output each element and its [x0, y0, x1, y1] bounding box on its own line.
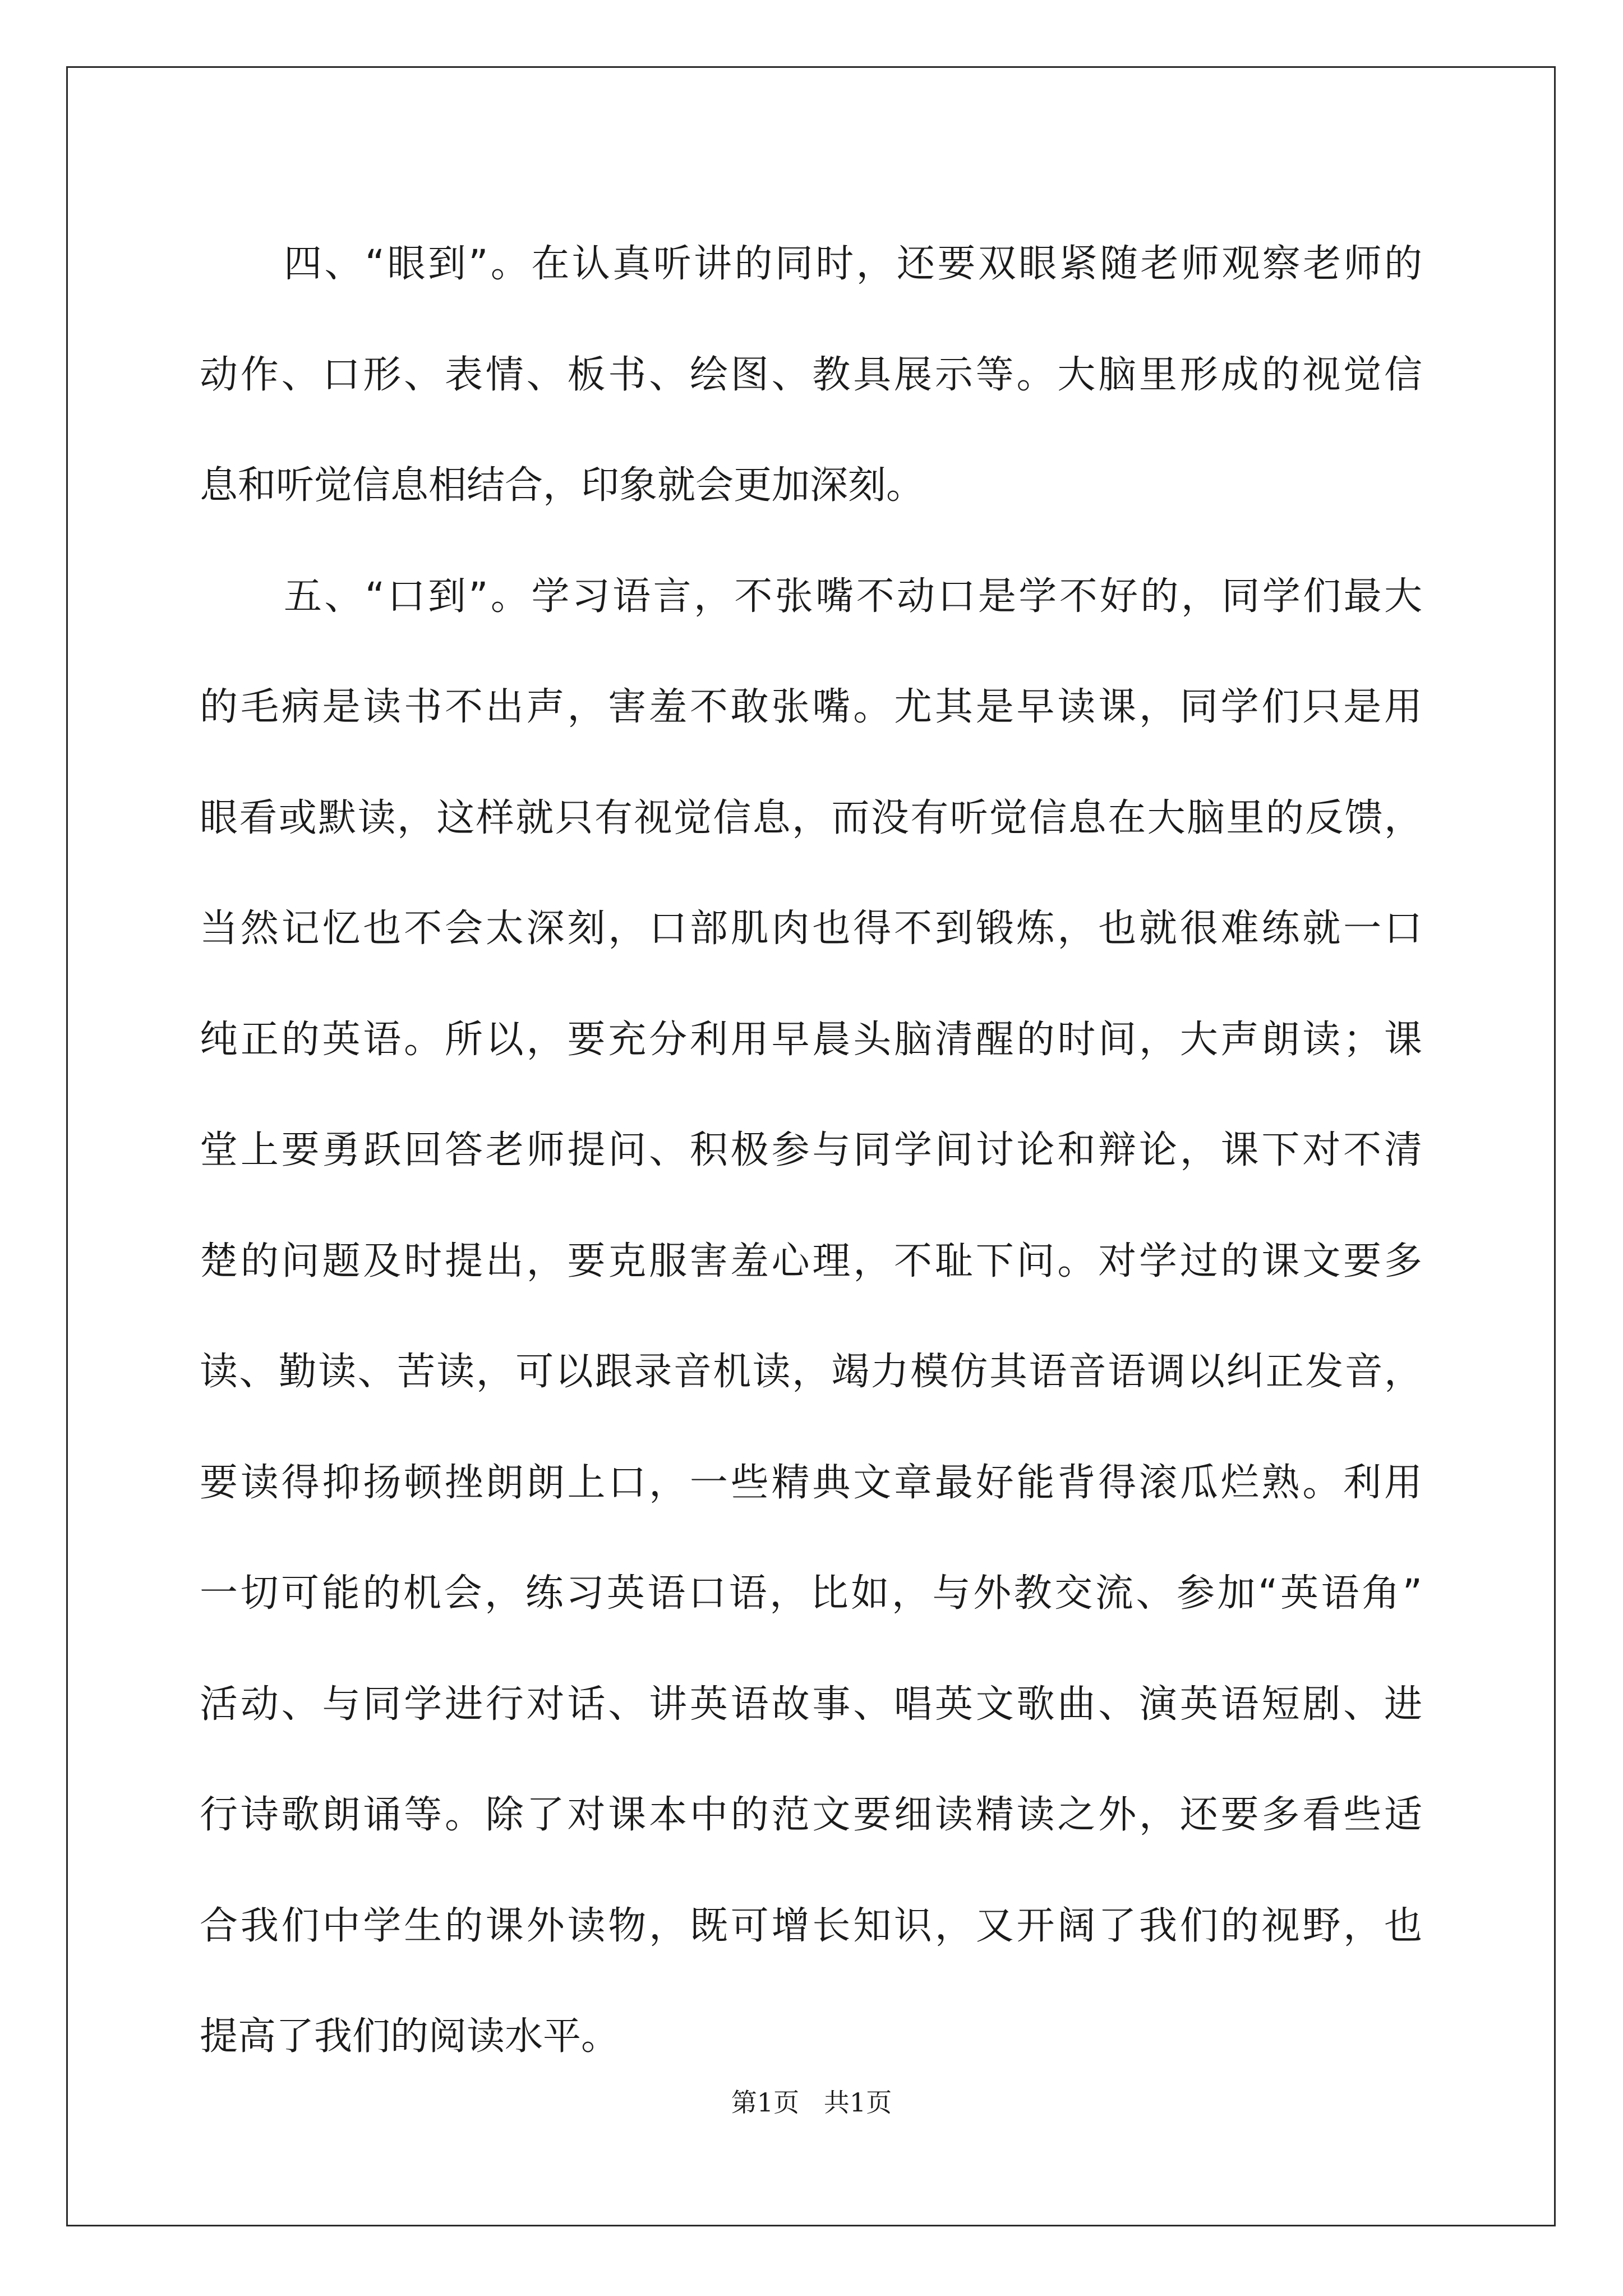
paragraph-2-line-13: 合我们中学生的课外读物，既可增长知识，又开阔了我们的视野，也 [200, 1903, 1422, 1948]
paragraph-2-line-10: 一切可能的机会，练习英语口语，比如，与外教交流、参加“英语角” [200, 1571, 1422, 1616]
paragraph-2-line-6: 堂上要勇跃回答老师提问、积极参与同学间讨论和辩论，课下对不清 [200, 1128, 1422, 1172]
paragraph-1-line-1: 四、“眼到”。在认真听讲的同时，还要双眼紧随老师观察老师的 [284, 242, 1422, 286]
paragraph-2-line-12: 行诗歌朗诵等。除了对课本中的范文要细读精读之外，还要多看些适 [200, 1793, 1422, 1837]
paragraph-2-line-1: 五、“口到”。学习语言，不张嘴不动口是学不好的，同学们最大 [284, 574, 1422, 619]
paragraph-2-line-8: 读、勤读、苦读，可以跟录音机读，竭力模仿其语音语调以纠正发音， [200, 1350, 1422, 1394]
paragraph-2-line-2: 的毛病是读书不出声，害羞不敢张嘴。尤其是早读课，同学们只是用 [200, 685, 1422, 729]
paragraph-2-line-14: 提高了我们的阅读水平。 [200, 2014, 620, 2059]
page-number-footer: 第1页 共1页 [731, 2087, 892, 2118]
paragraph-2-line-9: 要读得抑扬顿挫朗朗上口，一些精典文章最好能背得滚瓜烂熟。利用 [200, 1460, 1422, 1505]
document-body [200, 209, 1422, 2092]
paragraph-2-line-11: 活动、与同学进行对话、讲英语故事、唱英文歌曲、演英语短剧、进 [200, 1682, 1422, 1727]
paragraph-1-line-2: 动作、口形、表情、板书、绘图、教具展示等。大脑里形成的视觉信 [200, 352, 1422, 397]
paragraph-2-line-3: 眼看或默读，这样就只有视觉信息，而没有听觉信息在大脑里的反馈， [200, 795, 1422, 840]
paragraph-2-line-4: 当然记忆也不会太深刻，口部肌肉也得不到锻炼，也就很难练就一口 [200, 907, 1422, 951]
paragraph-1-line-3: 息和听觉信息相结合，印象就会更加深刻。 [200, 463, 925, 508]
paragraph-2-line-7: 楚的问题及时提出，要克服害羞心理，不耻下问。对学过的课文要多 [200, 1239, 1422, 1283]
paragraph-2-line-5: 纯正的英语。所以，要充分利用早晨头脑清醒的时间，大声朗读；课 [200, 1017, 1422, 1062]
